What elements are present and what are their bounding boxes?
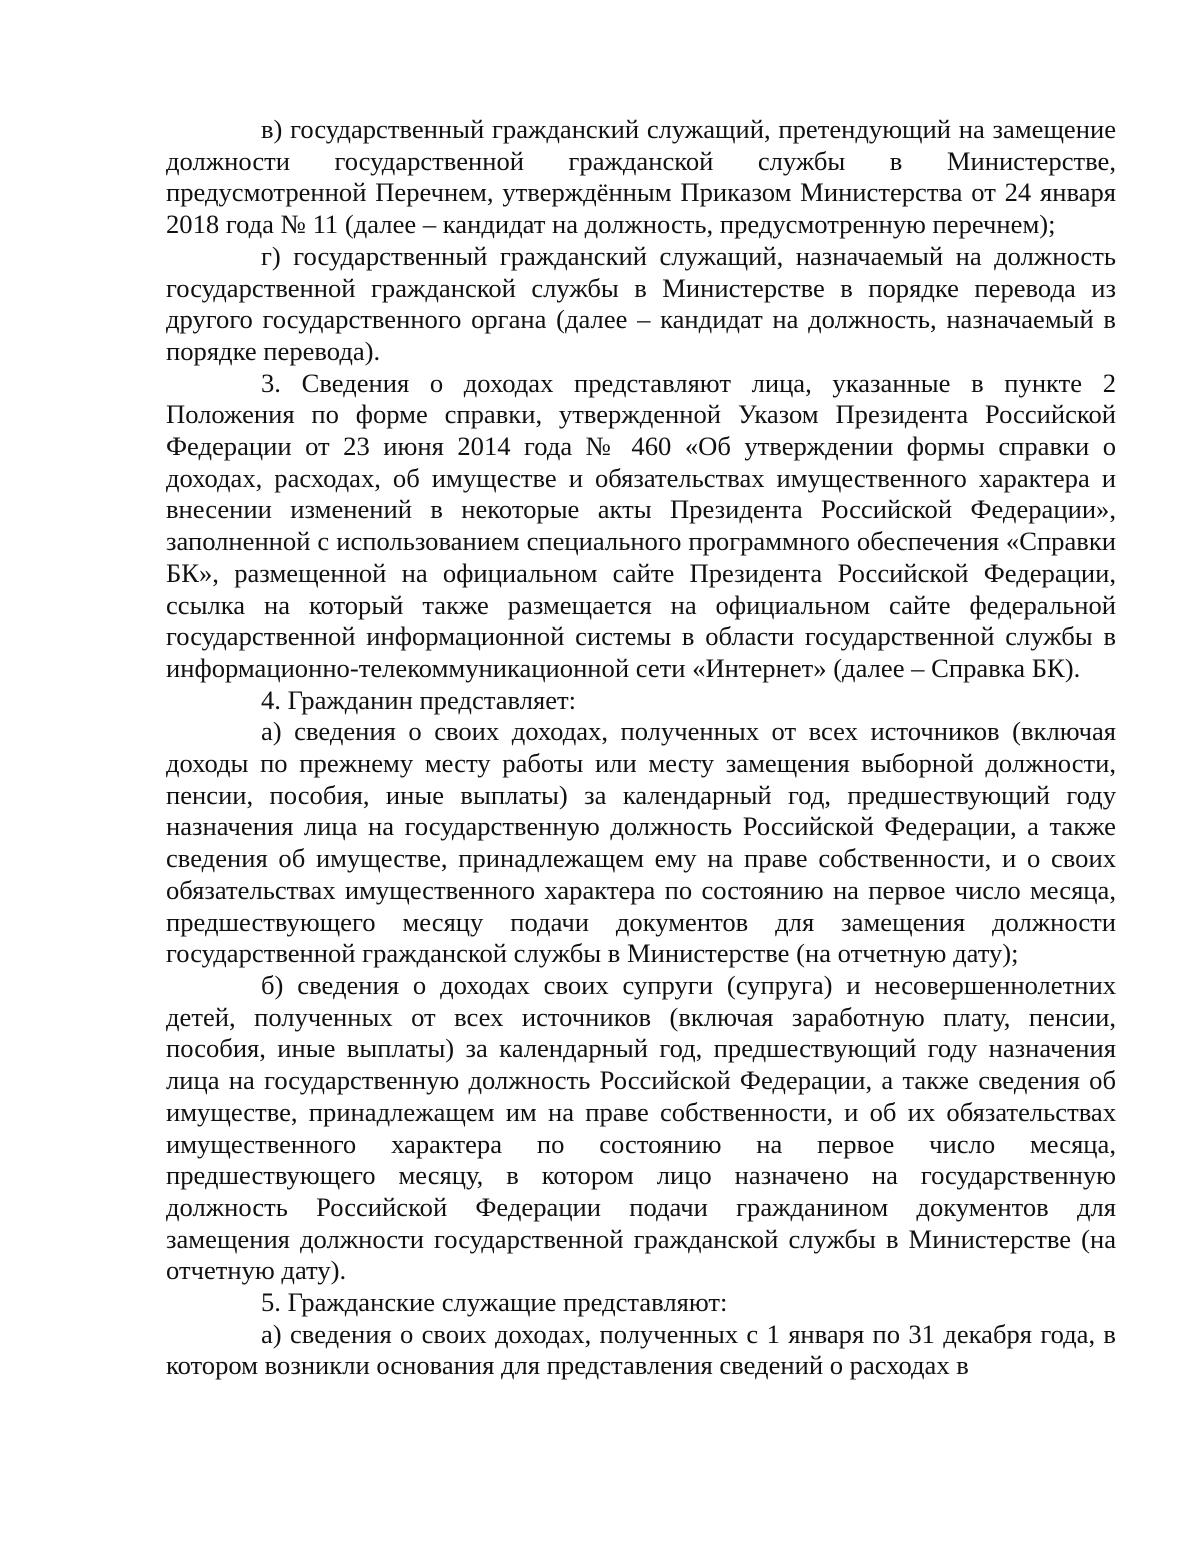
paragraph-4b-family-income: б) сведения о доходах своих супруги (супруга) и несовершеннолетних детей, полученных от всех источников (включая заработную плату, пенсии, пособия, иные выплаты) за календарный год, предшествующий году назначения лица на государственную должность Российской Федерации, а также сведения об имуществе, принадлежащем им на праве собственности, и об их обязательствах имущественного характера по состоянию на первое число месяца, предшествующего месяцу, в котором лицо назначено на государственную должность Российской Федерации подачи гражданином документов для замещения должности государственной гражданской службы в Министерстве (на отчетную дату). [166,969,1116,1286]
paragraph-g-transfer-candidate: г) государственный гражданский служащий, назначаемый на должность государственной гражданской службы в Министерстве в порядке перевода из другого государственного органа (далее – кандидат на должность, назначаемый в порядке перевода). [166,240,1116,366]
document-body [166,114,1116,1382]
paragraph-4a-own-income: а) сведения о своих доходах, полученных от всех источников (включая доходы по прежнему месту работы или месту замещения выборной должности, пенсии, пособия, иные выплаты) за календарный год, предшествующий году назначения лица на государственную должность Российской Федерации, а также сведения об имуществе, принадлежащем ему на праве собственности, и о своих обязательствах имущественного характера по состоянию на первое число месяца, предшествующего месяцу подачи документов для замещения должности государственной гражданской службы в Министерстве (на отчетную дату); [166,716,1116,969]
paragraph-3-income-info: 3. Сведения о доходах представляют лица, указанные в пункте 2 Положения по форме справки, утвержденной Указом Президента Российской Федерации от 23 июня 2014 года № 460 «Об утверждении формы справки о доходах, расходах, об имуществе и обязательствах имущественного характера и внесении изменений в некоторые акты Президента Российской Федерации», заполненной с использованием специального программного обеспечения «Справки БК», размещенной на официальном сайте Президента Российской Федерации, ссылка на который также размещается на официальном сайте федеральной государственной информационной системы в области государственной службы в информационно-телекоммуникационной сети «Интернет» (далее – Справка БК). [166,367,1116,683]
paragraph-5-servants-submit: 5. Гражданские служащие представляют: [261,1287,728,1318]
paragraph-5a-own-income: а) сведения о своих доходах, полученных с 1 января по 31 декабря года, в котором возникли основания для представления сведений о расходах в [166,1318,1116,1381]
paragraph-4-citizen-submits: 4. Гражданин представляет: [261,684,577,715]
paragraph-v-candidate-by-list: в) государственный гражданский служащий, претендующий на замещение должности государственной гражданской службы в Министерстве, предусмотренной Перечнем, утверждённым Приказом Министерства от 24 января 2018 года № 11 (далее – кандидат на должность, предусмотренную перечнем); [166,114,1116,240]
